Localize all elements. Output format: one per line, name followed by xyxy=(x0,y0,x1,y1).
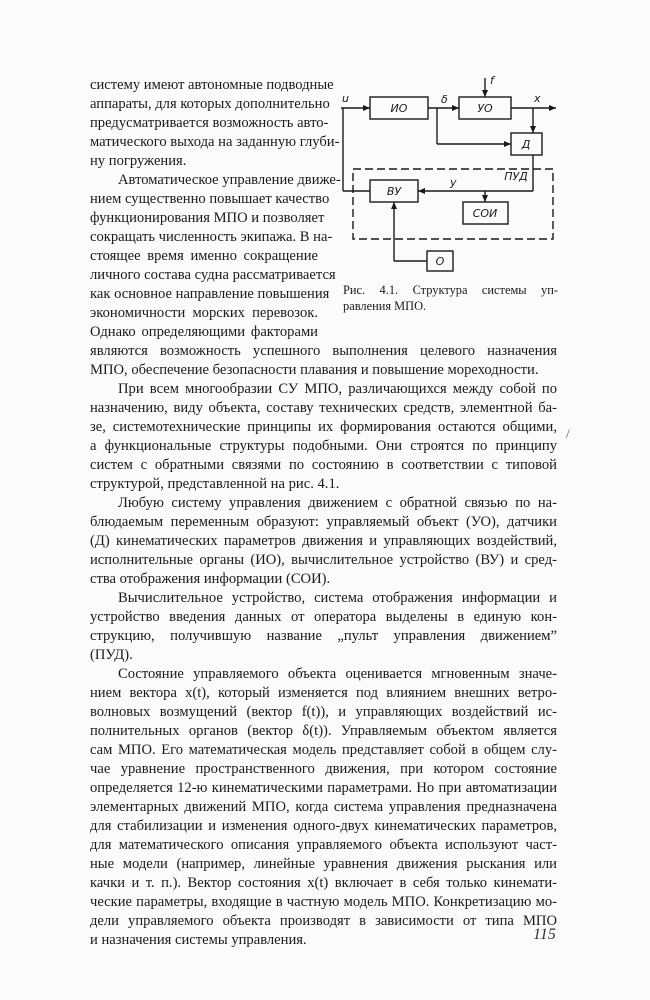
text-line: сокращать численность экипажа. В на- xyxy=(90,229,333,245)
text-line: устройство введения данных от оператора выделены в единую кон- xyxy=(90,609,557,625)
text-line: качки и т. п.). Вектор состояния x(t) включает в себя только кинемати- xyxy=(90,875,557,891)
margin-mark: / xyxy=(566,426,570,441)
text-line: ну погружения. xyxy=(90,153,187,169)
text-line: аппараты, для которых дополнительно xyxy=(90,96,330,112)
text-line: стоящее время именно сокращение xyxy=(90,248,318,264)
text-line: экономичности морских перевозок. xyxy=(90,305,318,321)
label-io: ИО xyxy=(390,102,408,115)
text-line: ные модели (например, линейные уравнения движения рыскания или xyxy=(90,856,557,872)
text-line: чае уравнение пространственного движения, при котором состояние xyxy=(90,761,557,777)
label-vu: ВУ xyxy=(386,185,402,198)
figure-caption-line: Рис. 4.1. Структура системы уп- xyxy=(343,283,558,297)
signal-u: u xyxy=(342,92,349,105)
text-line: зе, системотехнические принципы их формирования остаются общими, xyxy=(90,419,557,435)
text-line: Состояние управляемого объекта оценивается мгновенным значе- xyxy=(118,666,557,682)
text-line: нием вектора x(t), который изменяется под влиянием внешних ветро- xyxy=(90,685,557,701)
text-line: волновых возмущений (вектор f(t)), и управляющих воздействий ис- xyxy=(90,704,557,720)
text-line: элементарных движений МПО, когда система управления предназначена xyxy=(90,799,557,815)
text-line: ства отображения информации (СОИ). xyxy=(90,571,331,587)
text-line: для стабилизации и изменения одного-двух кинематических параметров, xyxy=(90,818,557,834)
text-line: систем с обратными связями по состоянию в соответствии с типовой xyxy=(90,457,557,473)
text-line: определяется 12-ю кинематическими параметрами. Но при автоматизации xyxy=(90,780,557,796)
label-uo: УО xyxy=(477,102,493,115)
text-line: блюдаемым переменным образуют: управляемый объект (УО), датчики xyxy=(90,514,557,530)
signal-f: f xyxy=(490,74,494,87)
text-line: (ПУД). xyxy=(90,647,133,663)
text-line: как основное направление повышения xyxy=(90,286,330,302)
signal-y: у xyxy=(450,176,457,189)
text-line: предусматривается возможность авто- xyxy=(90,115,329,131)
text-line: исполнительные органы (ИО), вычислительное устройство (ВУ) и сред- xyxy=(90,552,557,568)
signal-delta: δ xyxy=(441,93,448,106)
figure-4-1-diagram xyxy=(338,70,560,280)
text-line: сам МПО. Его математическая модель представляет собой в общем слу- xyxy=(90,742,557,758)
text-line: Любую систему управления движением с обратной связью по на- xyxy=(118,495,557,511)
signal-x: x xyxy=(534,92,541,105)
text-line: Вычислительное устройство, система отображения информации и xyxy=(118,590,557,606)
text-line: дели управляемого объекта производят в зависимости от типа МПО xyxy=(90,913,557,929)
label-d: Д xyxy=(521,138,531,151)
text-line: Однако определяющими факторами xyxy=(90,324,318,340)
text-line: Автоматическое управление движе- xyxy=(118,172,341,188)
text-line: функционирования МПО и позволяет xyxy=(90,210,325,226)
text-line: струкцию, получившую название „пульт управления движением” xyxy=(90,628,557,644)
label-pud: ПУД xyxy=(504,170,528,183)
figure-caption-line: равления МПО. xyxy=(343,299,427,313)
text-line: назначению, виду объекта, составу технических средств, элементной ба- xyxy=(90,400,557,416)
text-line: полнительных органов (вектор δ(t)). Управляемым объектом является xyxy=(90,723,557,739)
text-line: личного состава судна рассматривается xyxy=(90,267,336,283)
text-line: а функциональные структуры подобными. Они строятся по принципу xyxy=(90,438,557,454)
text-line: и назначения системы управления. xyxy=(90,932,307,948)
text-line: (Д) кинематических параметров движения и управляющих воздействий, xyxy=(90,533,557,549)
text-line: нием существенно повышает качество xyxy=(90,191,330,207)
text-line: МПО, обеспечение безопасности плавания и повышение мореходности. xyxy=(90,362,539,378)
text-line: ческие параметры, входящие в частную модель МПО. Конкретизацию мо- xyxy=(90,894,557,910)
text-line: систему имеют автономные подводные xyxy=(90,77,334,93)
text-line: структурой, представленной на рис. 4.1. xyxy=(90,476,340,492)
text-line: являются возможность успешного выполнения целевого назначения xyxy=(90,343,557,359)
page-number: 115 xyxy=(533,926,556,943)
label-soi: СОИ xyxy=(472,207,498,220)
text-line: для математического описания управляемого объекта используют част- xyxy=(90,837,557,853)
label-o: О xyxy=(435,255,445,268)
text-line: матического выхода на заданную глуби- xyxy=(90,134,340,150)
text-line: При всем многообразии СУ МПО, различающихся между собой по xyxy=(118,381,557,397)
